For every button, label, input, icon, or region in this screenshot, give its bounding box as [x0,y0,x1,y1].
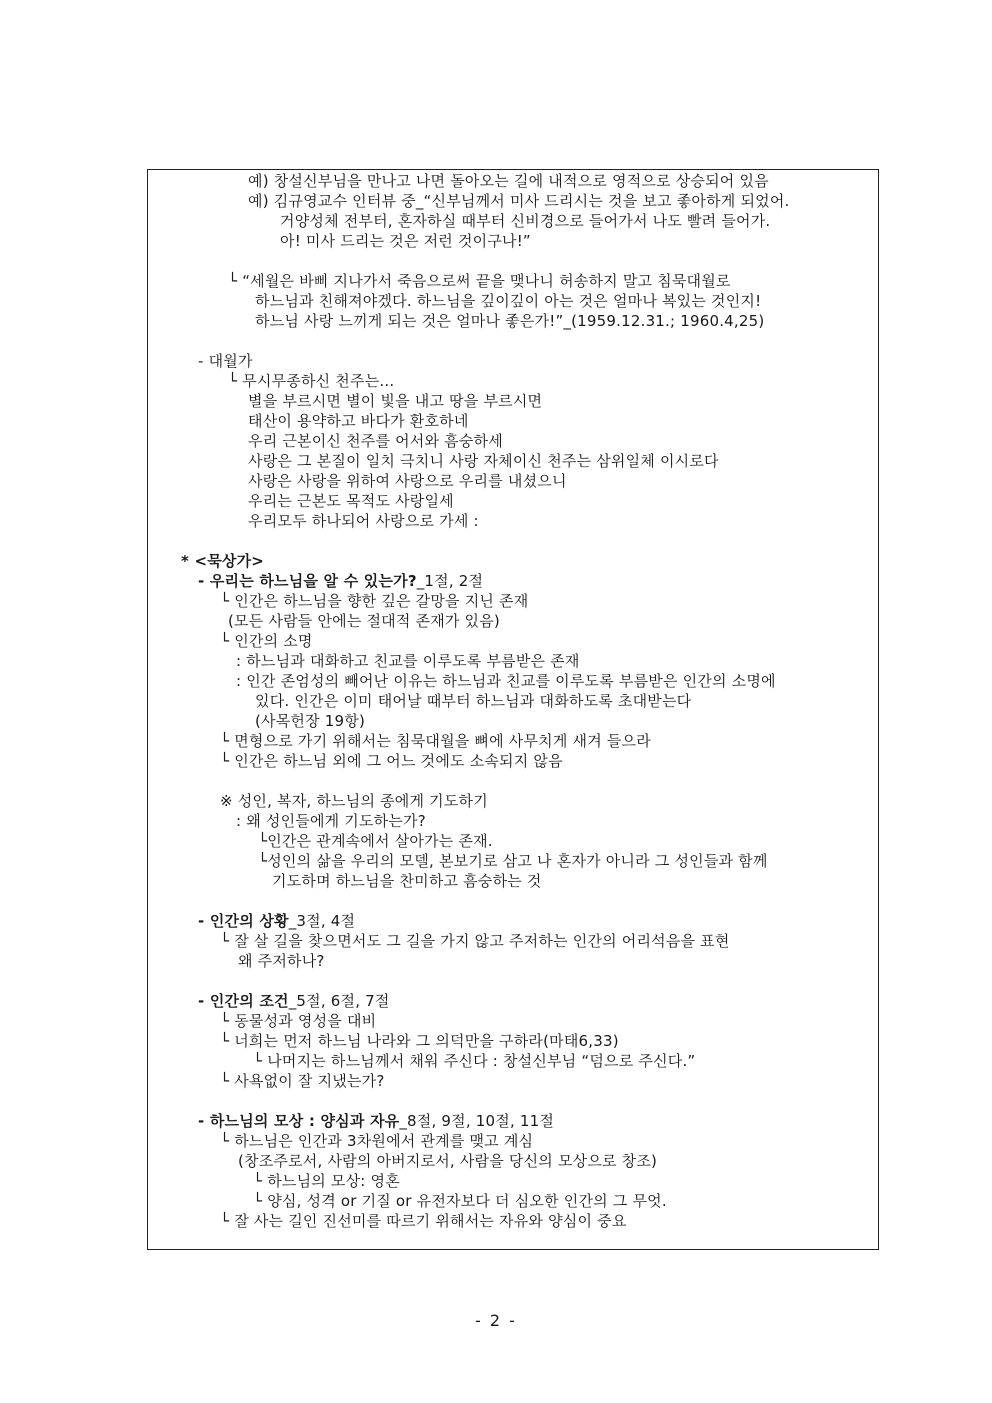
text-line: └인간은 관계속에서 살아가는 존재. [258,832,493,850]
text-line: ※ 성인, 복자, 하느님의 종에게 기도하기 [220,792,488,810]
text-line: : 인간 존엄성의 빼어난 이유는 하느님과 친교를 이루도록 부름받은 인간의 소명에 [236,672,776,690]
text-line: └ 면형으로 가기 위해서는 침묵대월을 뼈에 사무치게 새겨 들으라 [220,732,651,750]
text-line: └ 동물성과 영성을 대비 [220,1012,377,1030]
heading-bold: - 하느님의 모상 : 양심과 자유 [198,1112,400,1130]
subsection-heading [198,1111,554,1131]
text-line: └ 하느님의 모상: 영혼 [253,1172,400,1190]
heading-bold: - 인간의 조건 [198,992,289,1010]
text-line: 우리모두 하나되어 사랑으로 가세 : [248,512,479,530]
heading-bold: - 인간의 상황 [198,912,289,930]
text-line: 거양성체 전부터, 혼자하실 때부터 신비경으로 들어가서 나도 빨려 들어가. [280,212,771,230]
heading-bold: - 우리는 하느님을 알 수 있는가? [198,572,417,590]
section-heading: * <묵상가> [181,552,265,570]
subsection-heading [198,571,483,591]
text-line: 예) 창설신부님을 만나고 나면 돌아오는 길에 내적으로 영적으로 상승되어 있음 [248,172,769,190]
text-line: 예) 김규영교수 인터뷰 중_“신부님께서 미사 드리시는 것을 보고 좋아하게 되었어. [248,192,790,210]
content-frame [147,169,879,1250]
text-line: (창조주로서, 사람의 아버지로서, 사람을 당신의 모상으로 창조) [238,1152,658,1170]
heading-suffix: _5절, 6절, 7절 [288,992,390,1010]
heading-suffix: _3절, 4절 [288,912,356,930]
text-line: 사랑은 사랑을 위하여 사랑으로 우리를 내셨으니 [248,472,567,490]
text-line: └ 하느님은 인간과 3차원에서 관계를 맺고 계심 [220,1132,534,1150]
text-line: 기도하며 하느님을 찬미하고 흠숭하는 것 [272,872,542,890]
text-line: └ 너희는 먼저 하느님 나라와 그 의덕만을 구하라(마태6,33) [220,1032,619,1050]
page-number: - 2 - [475,1311,517,1330]
subsection-heading [198,911,355,931]
text-line: 사랑은 그 본질이 일치 극치니 사랑 자체이신 천주는 삼위일체 이시로다 [248,452,719,470]
text-line: (모든 사람들 안에는 절대적 존재가 있음) [228,612,500,630]
text-line: 태산이 용약하고 바다가 환호하네 [248,412,469,430]
heading-suffix: _8절, 9절, 10절, 11절 [399,1112,555,1130]
text-line: 우리 근본이신 천주를 어서와 흠숭하세 [248,432,503,450]
text-line: 있다. 인간은 이미 태어날 때부터 하느님과 대화하도록 초대받는다 [255,692,692,710]
text-line: └ 나머지는 하느님께서 채워 주신다 : 창설신부님 “덤으로 주신다.” [253,1052,696,1070]
heading-suffix: _1절, 2절 [416,572,484,590]
text-line: 별을 부르시면 별이 빛을 내고 땅을 부르시면 [248,392,543,410]
text-line: 하느님과 친해져야겠다. 하느님을 깊이깊이 아는 것은 얼마나 복있는 것인지! [255,292,762,310]
text-line: 왜 주저하나? [238,952,325,970]
text-line: └ 잘 사는 길인 진선미를 따르기 위해서는 자유와 양심이 중요 [220,1212,627,1230]
text-line: └성인의 삶을 우리의 모델, 본보기로 삼고 나 혼자가 아니라 그 성인들과 함께 [258,852,768,870]
text-line: └ 인간의 소명 [220,632,313,650]
text-line: └ 인간은 하느님을 향한 깊은 갈망을 지닌 존재 [220,592,529,610]
text-line: └ 무시무종하신 천주는... [228,372,395,390]
text-line: - 대월가 [198,352,253,370]
text-line: └ 인간은 하느님 외에 그 어느 것에도 소속되지 않음 [220,752,563,770]
text-line: (사목헌장 19항) [255,712,366,730]
text-line: └ “세월은 바삐 지나가서 죽음으로써 끝을 맺나니 허송하지 말고 침묵대월로 [228,272,731,290]
subsection-heading [198,991,390,1011]
text-line: : 왜 성인들에게 기도하는가? [236,812,426,830]
text-line: └ 잘 살 길을 찾으면서도 그 길을 가지 않고 주저하는 인간의 어리석음을 표현 [220,932,730,950]
text-line: └ 양심, 성격 or 기질 or 유전자보다 더 심오한 인간의 그 무엇. [253,1192,667,1210]
text-line: : 하느님과 대화하고 친교를 이루도록 부름받은 존재 [236,652,580,670]
text-line: └ 사욕없이 잘 지냈는가? [220,1072,385,1090]
text-line: 하느님 사랑 느끼게 되는 것은 얼마나 좋은가!”_(1959.12.31.; 1960.4,25) [255,312,765,330]
text-line: 아! 미사 드리는 것은 저런 것이구나!” [280,232,531,250]
text-line: 우리는 근본도 목적도 사랑일세 [248,492,454,510]
